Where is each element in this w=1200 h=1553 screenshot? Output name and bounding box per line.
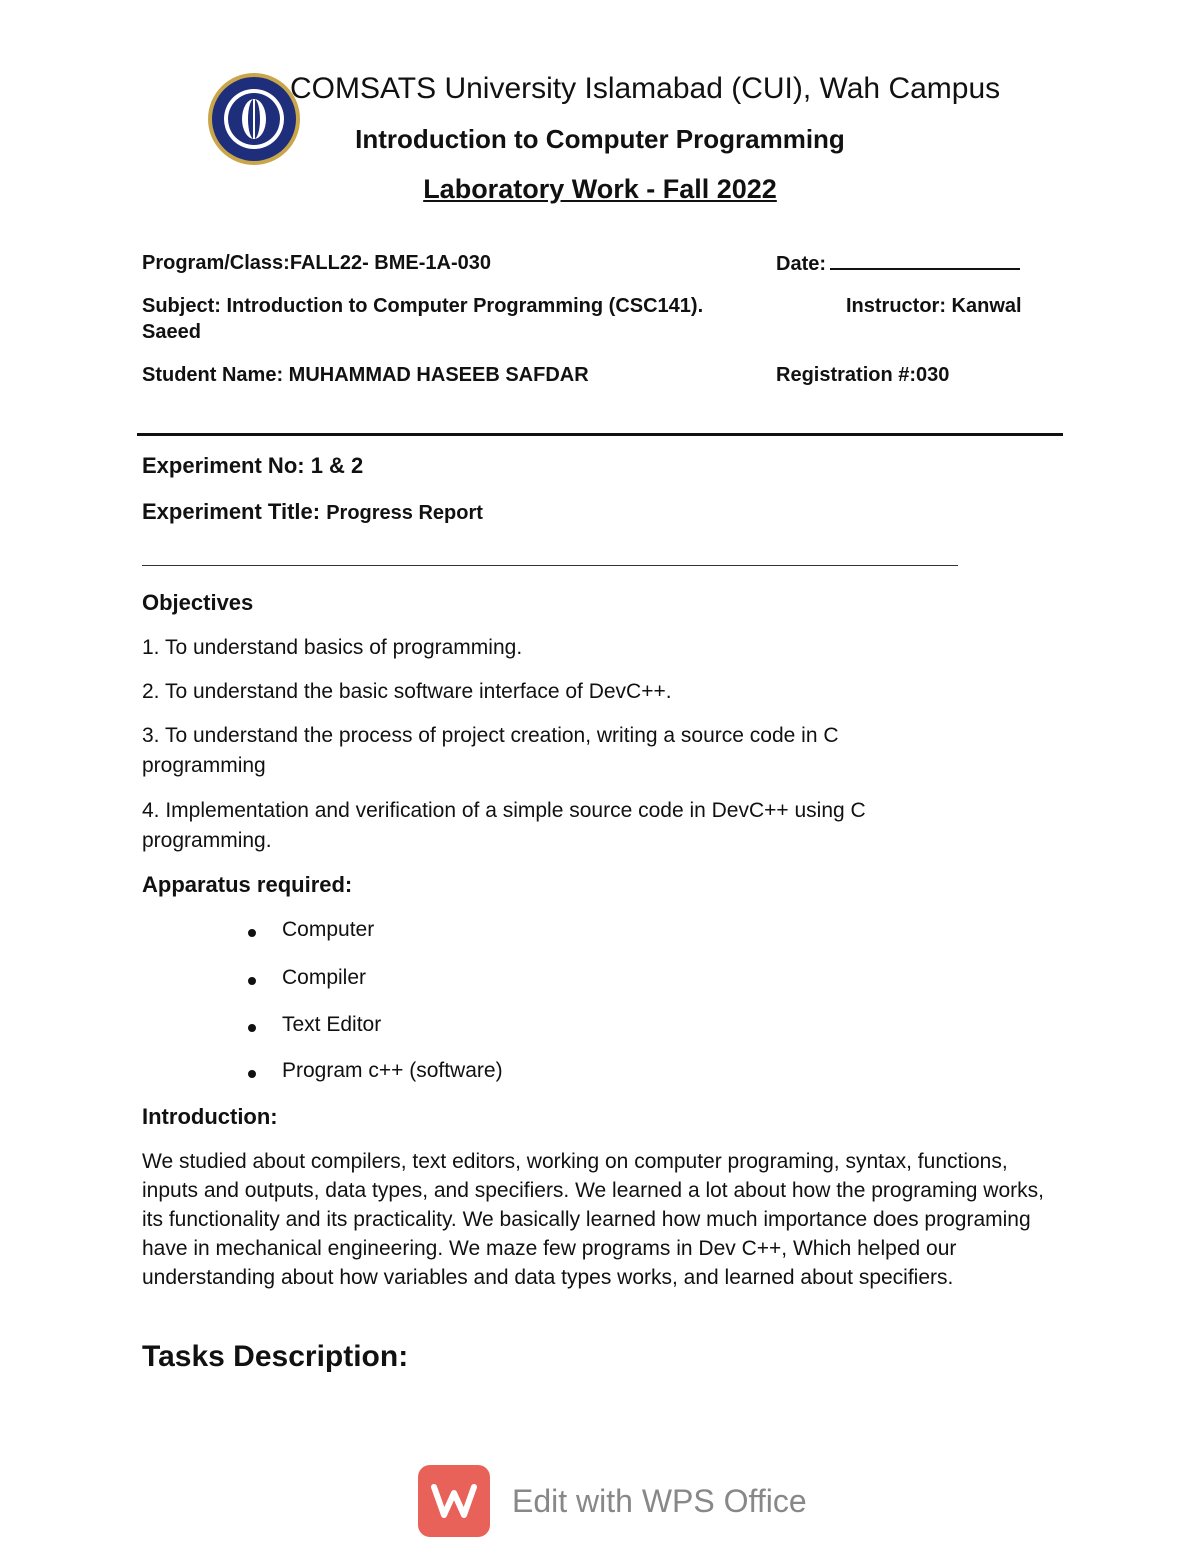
apparatus-item: Compiler — [282, 966, 366, 990]
bullet-icon — [248, 1070, 256, 1078]
bullet-icon — [248, 929, 256, 937]
introduction-text: We studied about compilers, text editors, working on computer programing, syntax, functions, inputs and outputs, data types, and specifiers. We learned a lot about how the programing works, its functionality and its practicality. We basically learned how much importance does programing have in mechanical engineering. We maze few programs in Dev C++, Which helped our understanding about how variables and data types works, and learned about specifiers. — [142, 1150, 1044, 1289]
wps-logo-icon — [418, 1465, 490, 1537]
apparatus-heading: Apparatus required: — [142, 872, 353, 897]
experiment-title-label: Experiment Title: — [142, 499, 321, 524]
registration-number: Registration #:030 — [776, 364, 950, 386]
bullet-icon — [248, 977, 256, 985]
experiment-title — [142, 499, 483, 525]
objective-item: 2. To understand the basic software interface of DevC++. — [142, 680, 672, 703]
apparatus-item: Program c++ (software) — [282, 1059, 503, 1083]
objective-item: 3. To understand the process of project creation, writing a source code in C programming — [142, 724, 839, 777]
tasks-heading: Tasks Description: — [142, 1340, 409, 1373]
program-class: Program/Class:FALL22- BME-1A-030 — [142, 252, 491, 274]
university-name: COMSATS University Islamabad (CUI), Wah Campus — [290, 72, 1001, 105]
course-title: Introduction to Computer Programming — [355, 124, 845, 154]
experiment-title-value: Progress Report — [326, 502, 483, 524]
date-blank — [830, 252, 1020, 270]
objective-item: 4. Implementation and verification of a simple source code in DevC++ using C programming. — [142, 799, 866, 852]
introduction-heading: Introduction: — [142, 1104, 278, 1129]
section-divider — [137, 433, 1063, 436]
wps-watermark-text: Edit with WPS Office — [512, 1482, 807, 1519]
instructor: Instructor: Kanwal — [846, 295, 1022, 317]
lab-work-title: Laboratory Work - Fall 2022 — [423, 174, 777, 204]
bullet-icon — [248, 1024, 256, 1032]
underscore-divider — [142, 565, 958, 566]
instructor-surname: Saeed — [142, 321, 201, 343]
date-label: Date: — [776, 253, 827, 275]
objectives-heading: Objectives — [142, 590, 254, 615]
subject: Subject: Introduction to Computer Programming (CSC141). — [142, 295, 704, 317]
wps-watermark[interactable] — [418, 1465, 807, 1537]
apparatus-item: Computer — [282, 918, 374, 942]
experiment-number: Experiment No: 1 & 2 — [142, 453, 364, 478]
objective-item: 1. To understand basics of programming. — [142, 636, 523, 659]
apparatus-item: Text Editor — [282, 1013, 381, 1037]
student-name: Student Name: MUHAMMAD HASEEB SAFDAR — [142, 364, 589, 386]
date-field — [776, 252, 1020, 276]
